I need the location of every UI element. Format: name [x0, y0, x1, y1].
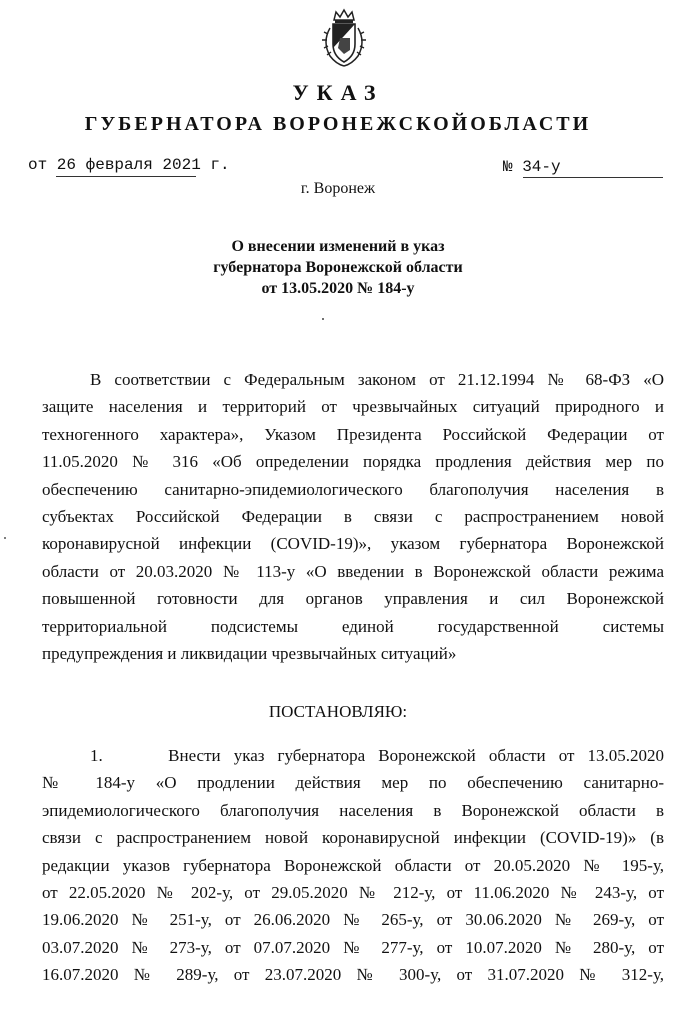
- subject-line: губернатора Воронежской области: [213, 259, 463, 276]
- issue-city: г. Воронеж: [300, 180, 376, 197]
- text-line: 19.06.2020 № 251-у, от 26.06.2020 № 265-у, от 30.06.2020 № 269-у, от: [42, 910, 664, 930]
- issuer-heading: ГУБЕРНАТОРА ВОРОНЕЖСКОЙОБЛАСТИ: [84, 113, 592, 135]
- text-line: техногенного характера», Указом Президента Российской Федерации от: [42, 424, 664, 444]
- subject-line: от 13.05.2020 № 184-у: [261, 280, 415, 297]
- subject-line: О внесении изменений в указ: [231, 238, 445, 255]
- coat-of-arms-icon: [316, 8, 372, 70]
- text-line: эпидемиологического благополучия населения в Воронежской области в: [42, 800, 664, 820]
- text-line: обеспечению санитарно-эпидемиологического благополучия населения в: [42, 479, 664, 499]
- text-line: от 22.05.2020 № 202-у, от 29.05.2020 № 212-у, от 11.06.2020 № 243-у, от: [42, 882, 664, 902]
- text-line: 11.05.2020 № 316 «Об определении порядка продления действия мер по: [42, 452, 664, 472]
- text-line: коронавирусной инфекции (COVID-19)», указом губернатора Воронежской: [42, 534, 664, 554]
- document-number: № 34-у: [503, 158, 561, 176]
- text-line: 16.07.2020 № 289-у, от 23.07.2020 № 300-у, от 31.07.2020 № 312-у,: [42, 965, 664, 985]
- text-line: субъектах Российской Федерации в связи с распространением новой: [42, 506, 664, 526]
- text-line: предупреждения и ликвидации чрезвычайных ситуаций»: [42, 643, 457, 663]
- number-underline: [523, 177, 663, 178]
- decree-word: ПОСТАНОВЛЯЮ:: [268, 702, 408, 721]
- item-1-paragraph: [42, 742, 664, 989]
- text-line: 1. Внести указ губернатора Воронежской области от 13.05.2020: [90, 746, 664, 765]
- text-line: повышенной готовности для органов управления и сил Воронежской: [42, 589, 664, 609]
- document-type-heading: УКАЗ: [292, 80, 384, 105]
- preamble-paragraph: [42, 366, 664, 667]
- text-line: № 184-у «О продлении действия мер по обеспечению санитарно-: [42, 773, 664, 793]
- date-underline: [56, 176, 196, 177]
- text-line: территориальной подсистемы единой государственной системы: [42, 616, 664, 636]
- document-date: от 26 февраля 2021 г.: [28, 156, 230, 174]
- text-line: защите населения и территорий от чрезвычайных ситуаций природного и: [42, 397, 664, 417]
- document-subject: [0, 236, 676, 299]
- scan-artifact: [322, 318, 324, 320]
- text-line: связи с распространением новой коронавирусной инфекции (COVID-19)» (в: [42, 828, 664, 848]
- text-line: В соответствии с Федеральным законом от 21.12.1994 № 68-ФЗ «О: [90, 370, 664, 389]
- text-line: 03.07.2020 № 273-у, от 07.07.2020 № 277-у, от 10.07.2020 № 280-у, от: [42, 937, 664, 957]
- scan-artifact: [4, 537, 6, 539]
- text-line: редакции указов губернатора Воронежской области от 20.05.2020 № 195-у,: [42, 855, 664, 875]
- text-line: области от 20.03.2020 № 113-у «О введении в Воронежской области режима: [42, 561, 664, 581]
